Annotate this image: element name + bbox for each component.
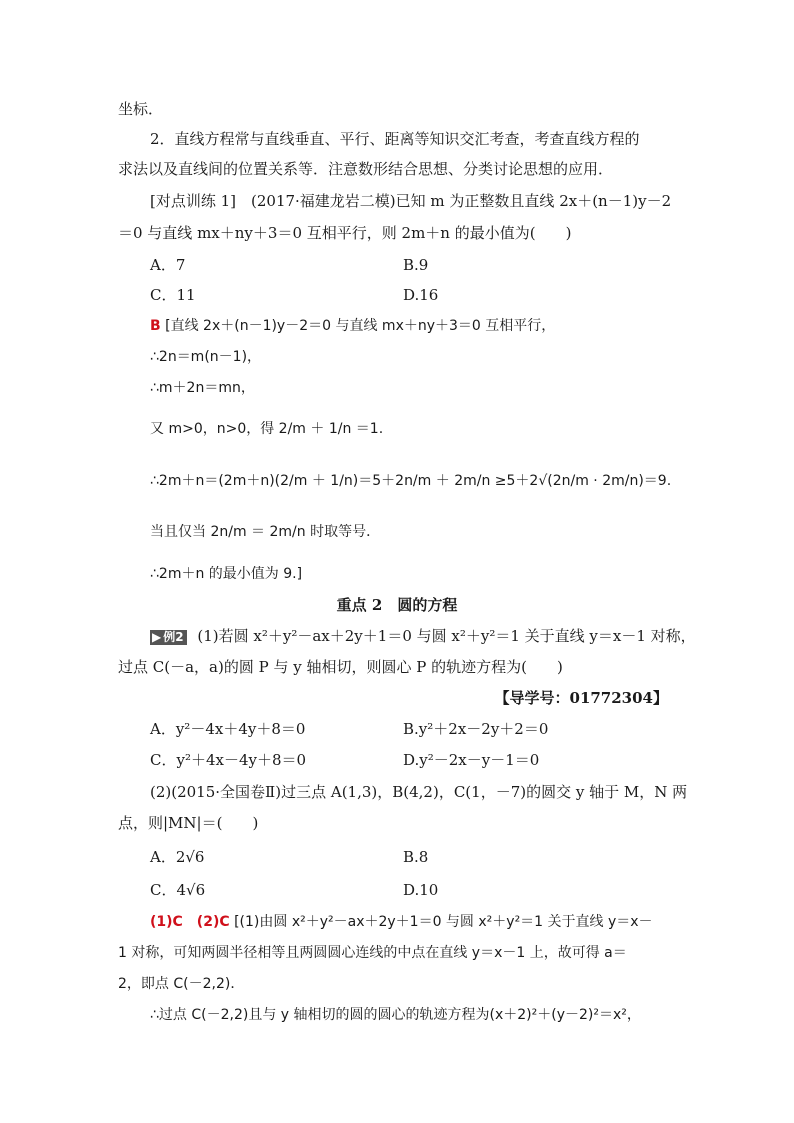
solution-text: [直线 2x＋(n－1)y－2＝0 与直线 mx＋ny＋3＝0 互相平行， xyxy=(165,318,556,334)
option-a: A．y²－4x＋4y＋8＝0 xyxy=(150,720,306,738)
option-d: D.16 xyxy=(403,286,439,304)
option-d: D.10 xyxy=(403,881,439,899)
solution-line: ∴过点 C(－2,2)且与 y 轴相切的圆的圆心的轨迹方程为(x＋2)²＋(y－2)²＝x²， xyxy=(150,1007,641,1023)
solution-text: [(1)由圆 x²＋y²－ax＋2y＋1＝0 与圆 x²＋y²＝1 关于直线 y＝x－ xyxy=(234,914,653,930)
example-question-line: 过点 C(－a，a)的圆 P 与 y 轴相切，则圆心 P 的轨迹方程为( ) xyxy=(118,658,563,676)
solution-line: 1 对称，可知两圆半径相等且两圆圆心连线的中点在直线 y＝x－1 上，故可得 a＝ xyxy=(118,945,627,961)
example-text: (1)若圆 x²＋y²－ax＋2y＋1＝0 与圆 x²＋y²＝1 关于直线 y＝x－1 对称， xyxy=(197,627,696,645)
example-question-line: 点，则|MN|＝( ) xyxy=(118,814,259,832)
text-line: 坐标． xyxy=(118,100,164,118)
text-line: 求法以及直线间的位置关系等．注意数形结合思想、分类讨论思想的应用． xyxy=(118,160,614,178)
solution-line: 2，即点 C(－2,2)． xyxy=(118,976,245,992)
option-c: C．11 xyxy=(150,286,196,304)
solution-line xyxy=(150,315,555,337)
example-badge: ▶ 例2 xyxy=(150,630,187,645)
solution-line: ∴2m＋n 的最小值为 9.] xyxy=(150,566,303,582)
answer-label: B xyxy=(150,318,161,334)
section-heading: 重点 2 圆的方程 xyxy=(336,596,458,614)
solution-line: 又 m>0，n>0，得 2/m ＋ 1/n ＝1. xyxy=(150,421,384,437)
example-question-line: (2)(2015·全国卷Ⅱ)过三点 A(1,3)，B(4,2)，C(1，－7)的圆交 y 轴于 M，N 两 xyxy=(150,783,688,801)
guide-number: 【导学号：01772304】 xyxy=(494,689,668,707)
option-a: A．2√6 xyxy=(150,848,205,866)
solution-line: ∴m＋2n＝mn， xyxy=(150,380,255,396)
solution-line: 当且仅当 2n/m ＝ 2m/n 时取等号． xyxy=(150,524,381,540)
text-line: 2．直线方程常与直线垂直、平行、距离等知识交汇考查，考查直线方程的 xyxy=(150,130,640,148)
answer-label: (1)C (2)C xyxy=(150,914,230,930)
option-b: B.9 xyxy=(403,256,429,274)
solution-line xyxy=(150,911,653,933)
option-c: C．4√6 xyxy=(150,881,206,899)
option-a: A．7 xyxy=(150,256,186,274)
triangle-icon: ▶ xyxy=(152,630,162,644)
training-question-line: ＝0 与直线 mx＋ny＋3＝0 互相平行，则 2m＋n 的最小值为( ) xyxy=(118,224,572,242)
training-question-line: [对点训练 1] (2017·福建龙岩二模)已知 m 为正整数且直线 2x＋(n－1)y－2 xyxy=(150,192,672,210)
option-b: B.y²＋2x－2y＋2＝0 xyxy=(403,720,549,738)
solution-line: ∴2n＝m(n－1)， xyxy=(150,349,262,365)
example-question-line xyxy=(150,625,696,647)
solution-line: ∴2m＋n＝(2m＋n)(2/m ＋ 1/n)＝5＋2n/m ＋ 2m/n ≥5＋2√(2n/m · 2m/n)＝9. xyxy=(150,473,672,489)
option-c: C．y²＋4x－4y＋8＝0 xyxy=(150,751,307,769)
option-b: B.8 xyxy=(403,848,429,866)
option-d: D.y²－2x－y－1＝0 xyxy=(403,751,540,769)
